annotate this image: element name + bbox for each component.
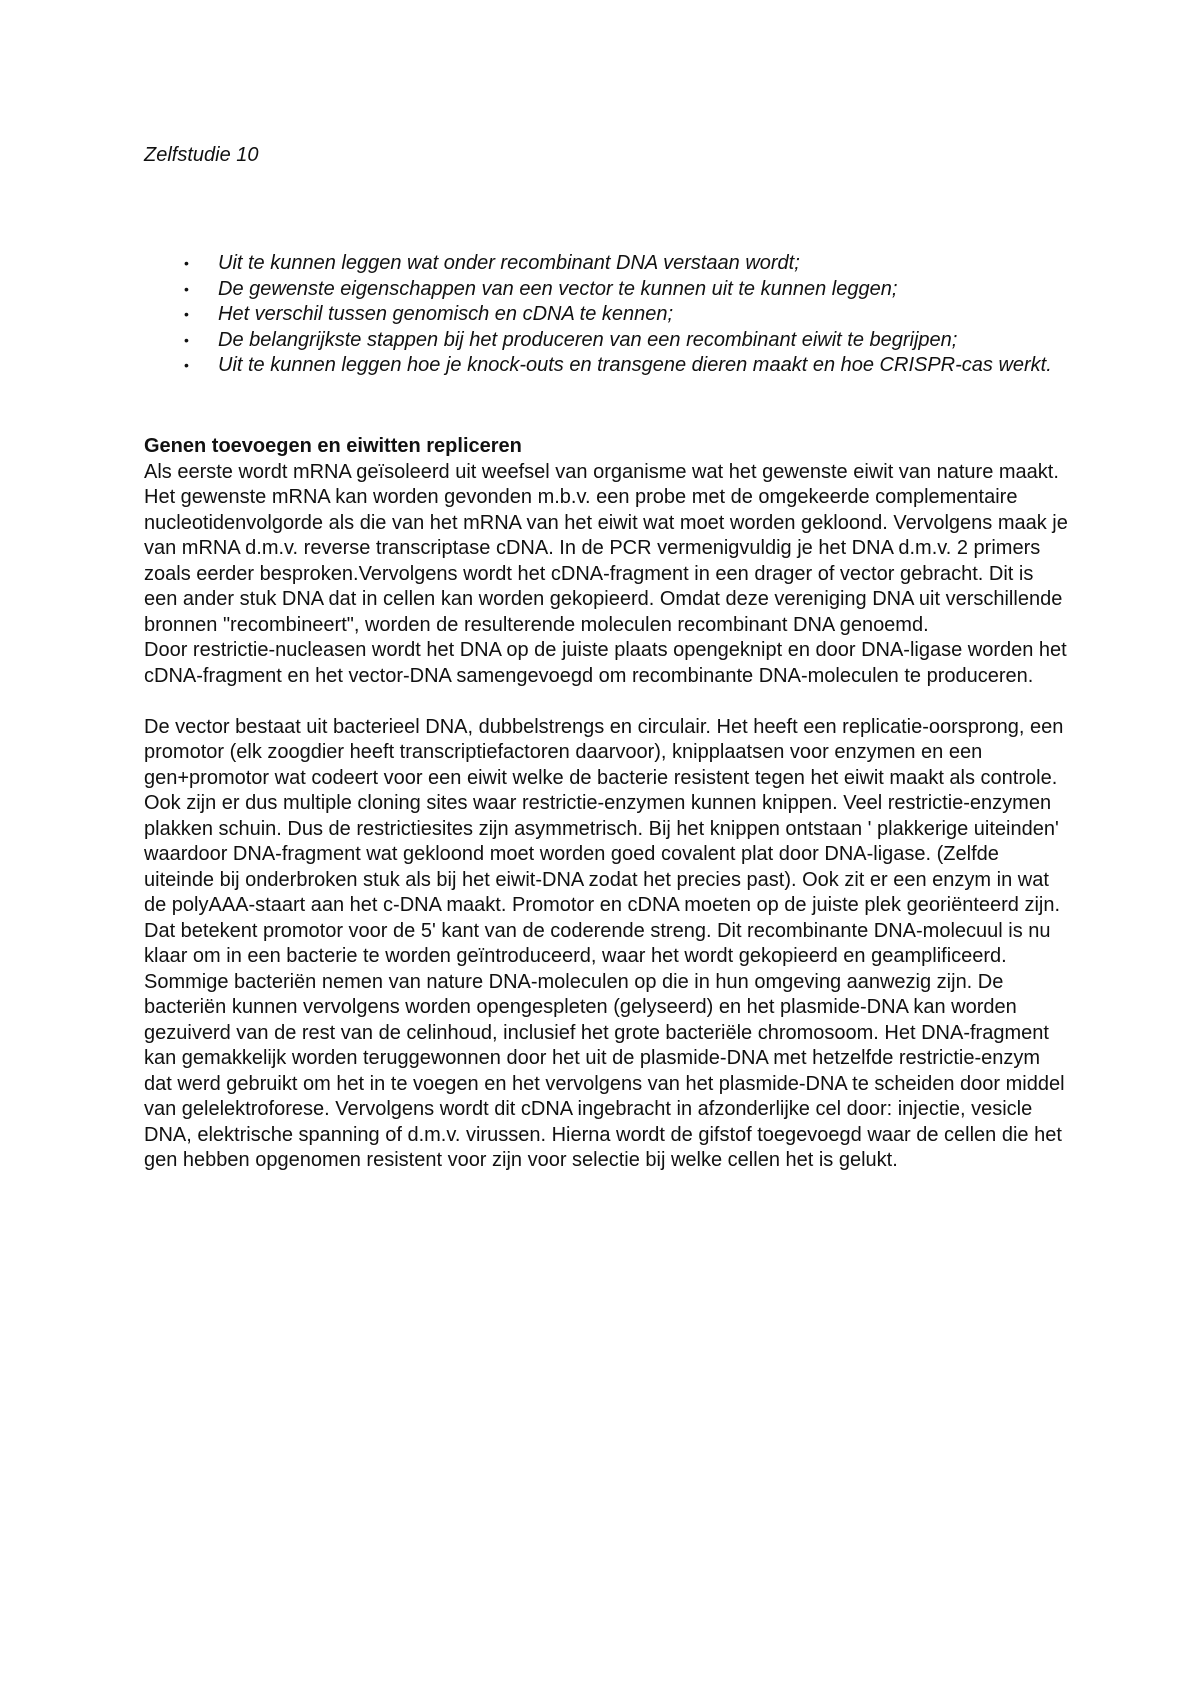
section-recombinant-dna: [144, 434, 1068, 1174]
bullet-icon: •: [184, 331, 189, 348]
goal-text: Uit te kunnen leggen hoe je knock-outs en transgene dieren maakt en hoe CRISPR-cas werkt.: [218, 354, 1052, 376]
document-title: Zelfstudie 10: [144, 144, 259, 166]
list-item: [144, 277, 1064, 303]
goal-text: De gewenste eigenschappen van een vector te kunnen uit te kunnen leggen;: [218, 277, 898, 300]
list-item: [144, 251, 1064, 277]
goal-text: Het verschil tussen genomisch en cDNA te kennen;: [218, 303, 674, 325]
bullet-icon: •: [184, 306, 189, 322]
section-heading: Genen toevoegen en eiwitten repliceren: [144, 435, 522, 457]
paragraph-vector: De vector bestaat uit bacterieel DNA, dubbelstrengs en circulair. Het heeft een replicatie-oorsprong, een promotor (elk zoogdier heeft transcriptiefactoren daarvoor), knipplaatsen voor enzymen en een gen+promotor wat codeert voor een eiwit welke de bacterie resistent tegen het eiwit maakt als controle. Ook zijn er dus multiple cloning sites waar restrictie-enzymen kunnen knippen. Veel restrictie-enzymen plakken schuin. Dus de restrictiesites zijn asymmetrisch. Bij het knippen ontstaan ' plakkerige uiteinden' waardoor DNA-fragment wat gekloond moet worden goed covalent plat door DNA-ligase. (Zelfde uiteinde bij onderbroken stuk als bij het eiwit-DNA zodat het precies past). Ook zit er een enzym in wat de polyAAA-staart aan het c-DNA maakt. Promotor en cDNA moeten op de juiste plek georiënteerd zijn. Dat betekent promotor voor de 5' kant van de coderende streng. Dit recombinante DNA-molecuul is nu klaar om in een bacterie te worden geïntroduceerd, waar het wordt gekopieerd en geamplificeerd. Sommige bacteriën nemen van nature DNA-moleculen op die in hun omgeving aanwezig zijn. De bacteriën kunnen vervolgens worden opengespleten (gelyseerd) en het plasmide-DNA kan worden gezuiverd van de rest van de celinhoud, inclusief het grote bacteriële chromosoom. Het DNA-fragment kan gemakkelijk worden teruggewonnen door het uit de plasmide-DNA met hetzelfde restrictie-enzym dat werd gebruikt om het in te voegen en het vervolgens van het plasmide-DNA te scheiden door middel van gelelektroforese. Vervolgens wordt dit cDNA ingebracht in afzonderlijke cel door: injectie, vesicle DNA, elektrische spanning of d.m.v. virussen. Hierna wordt de gifstof toegevoegd waar de cellen die het gen hebben opgenomen resistent voor zijn voor selectie bij welke cellen het is gelukt.: [144, 715, 1065, 1171]
bullet-icon: •: [184, 357, 189, 373]
learning-goals-list: [144, 251, 1064, 379]
paragraph-restriction-nucleases: Door restrictie-nucleasen wordt het DNA op de juiste plaats opengeknipt en door DNA-ligase worden het cDNA-fragment en het vector-DNA samengevoegd om recombinante DNA-moleculen te produceren.: [144, 639, 1067, 687]
paragraph-mrna-isolation: Als eerste wordt mRNA geïsoleerd uit weefsel van organisme wat het gewenste eiwit van nature maakt. Het gewenste mRNA kan worden gevonden m.b.v. een probe met de omgekeerde complementaire nucleotidenvolgorde als die van het mRNA van het eiwit wat moet worden gekloond. Vervolgens maak je van mRNA d.m.v. reverse transcriptase cDNA. In de PCR vermenigvuldig je het DNA d.m.v. 2 primers zoals eerder besproken.Vervolgens wordt het cDNA-fragment in een drager of vector gebracht. Dit is een ander stuk DNA dat in cellen kan worden gekopieerd. Omdat deze vereniging DNA uit verschillende bronnen "recombineert", worden de resulterende moleculen recombinant DNA genoemd.: [144, 460, 1068, 636]
bullet-icon: •: [184, 255, 189, 271]
list-item: [144, 302, 1064, 328]
goal-text: Uit te kunnen leggen wat onder recombinant DNA verstaan wordt;: [218, 252, 800, 274]
list-item: [144, 328, 1064, 354]
goal-text: De belangrijkste stappen bij het produceren van een recombinant eiwit te begrijpen;: [218, 328, 958, 351]
list-item: [144, 353, 1064, 379]
bullet-icon: •: [184, 280, 189, 297]
